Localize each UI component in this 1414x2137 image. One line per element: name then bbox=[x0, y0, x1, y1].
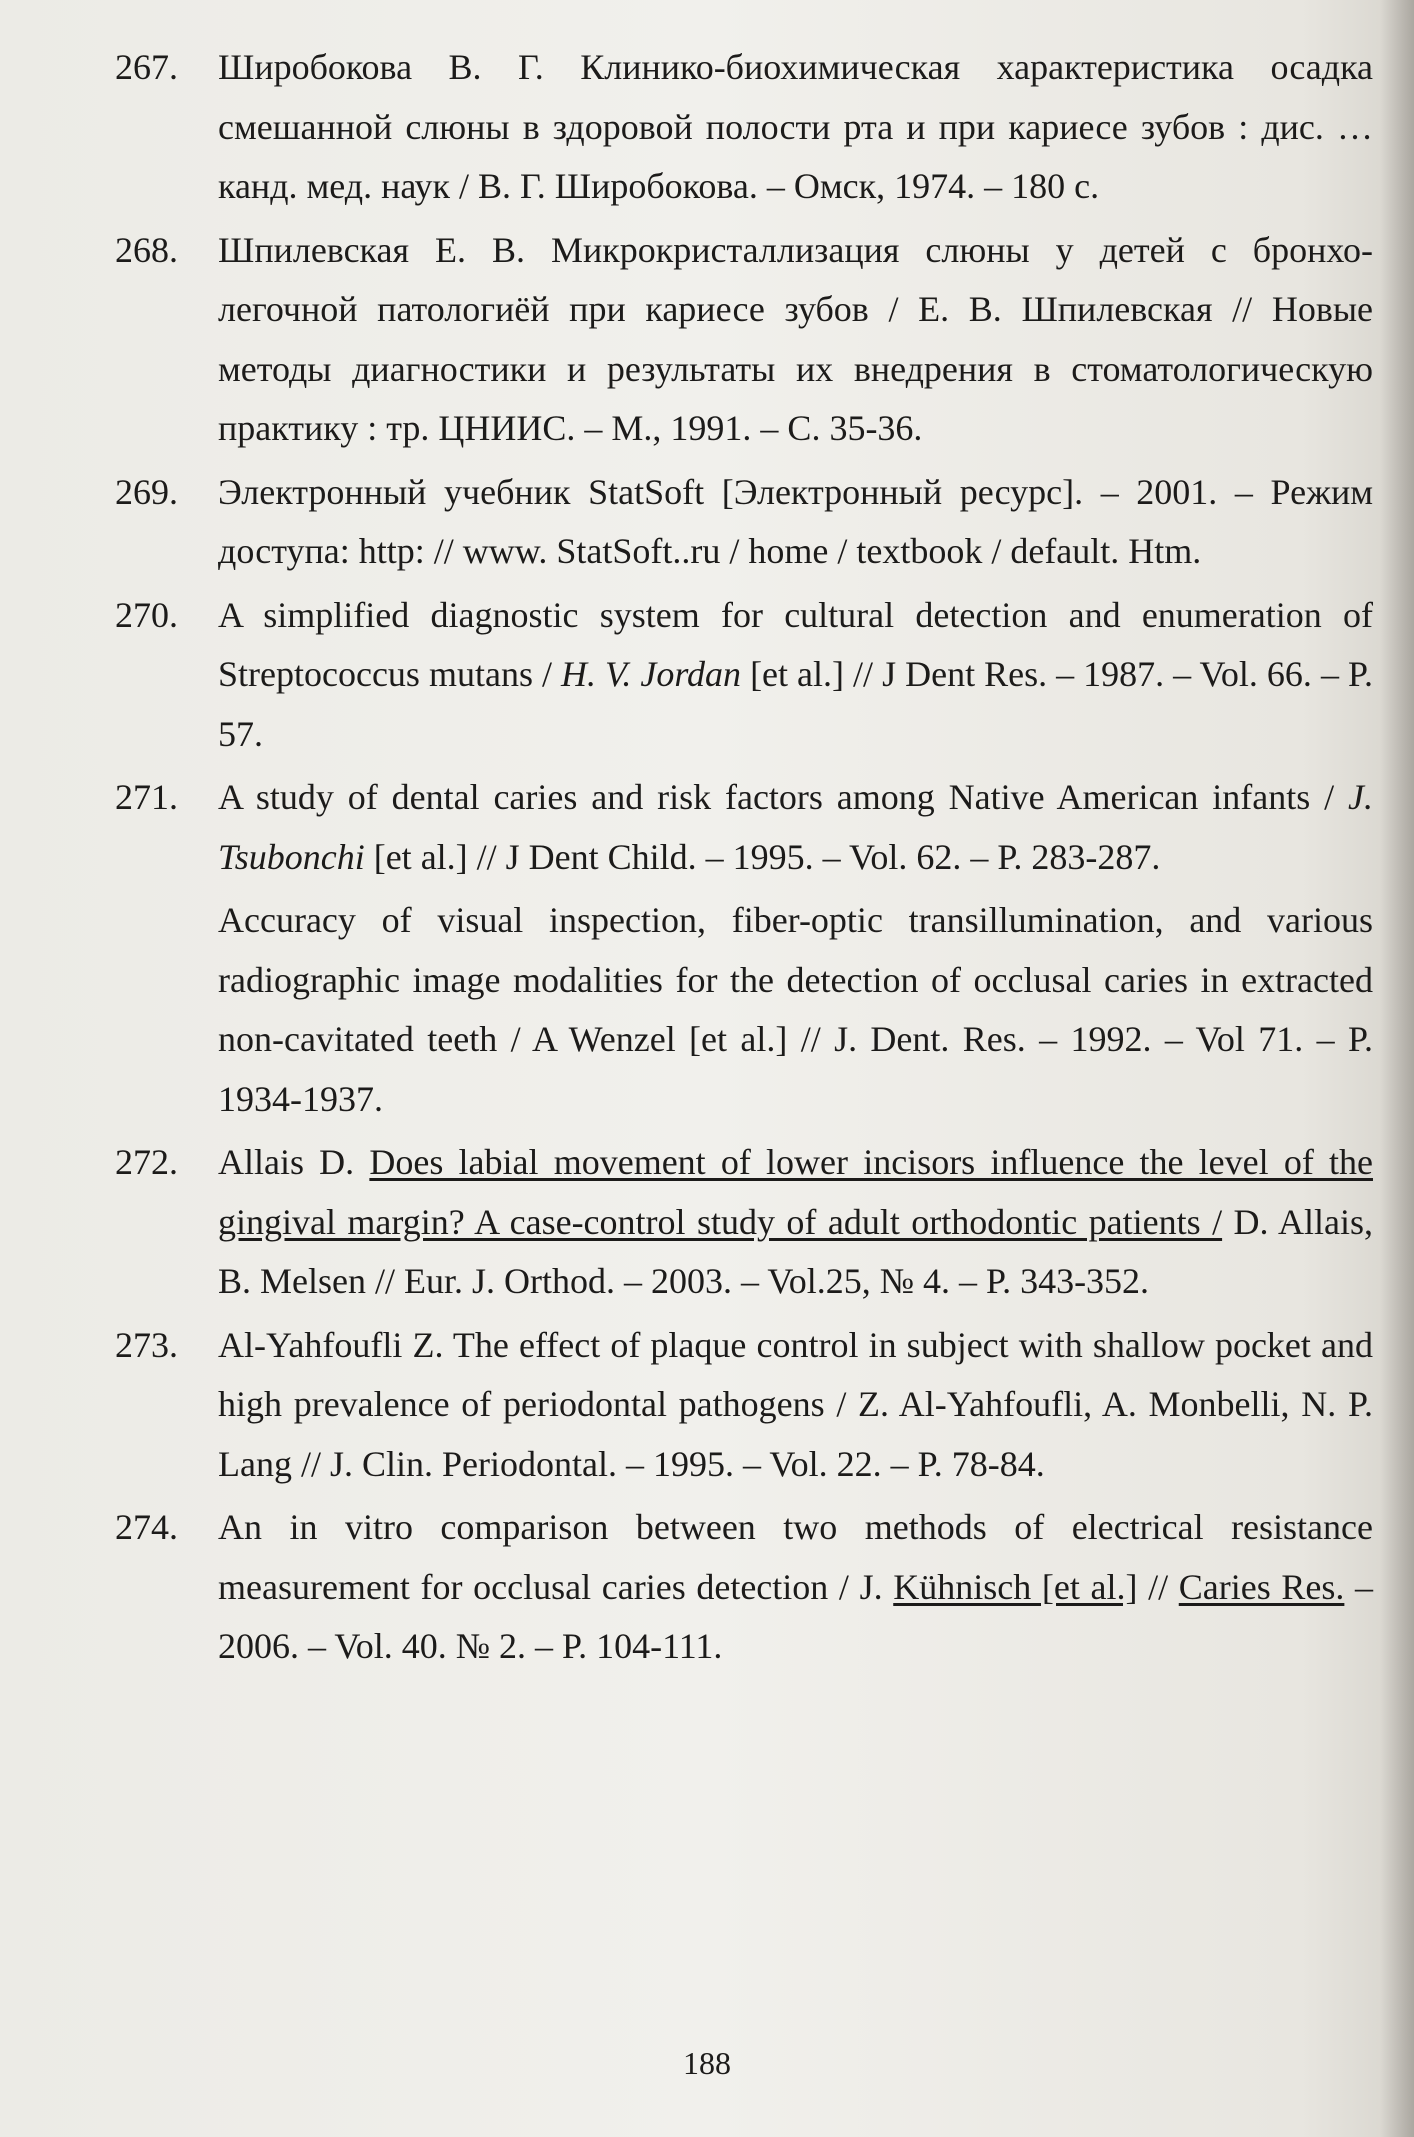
reference-text bbox=[218, 221, 1373, 459]
text-run: Al-Yahfoufli Z. The effect of plaque control in subject with shallow pocket and high prevalence of periodontal pathogens / Z. Al-Yahfoufli, A. Monbelli, N. P. Lang // J. Clin. Periodontal. – 1995. – Vol. 22. – P. 78-84. bbox=[218, 1324, 1373, 1484]
author-italic: J. Tsubonchi bbox=[218, 777, 1373, 877]
reference-entry-unnumbered bbox=[218, 891, 1373, 1129]
text-run: [et al.] // J Dent Res. – 1987. – Vol. 66. – P. 57. bbox=[218, 654, 1373, 754]
reference-entry bbox=[115, 221, 1373, 459]
reference-entry bbox=[115, 463, 1373, 582]
text-run: Шпилевская Е. В. Микрокристаллизация слюны у детей с бронхо-легочной патологиёй при кариесе зубов / Е. В. Шпилевская // Новые методы диагностики и результаты их внедрения в стоматологическую практику : тр. ЦНИИС. – М., 1991. – С. 35-36. bbox=[218, 229, 1373, 448]
text-run: [et al.] // J Dent Child. – 1995. – Vol. 62. – P. 283-287. bbox=[364, 836, 1161, 877]
text-run: A simplified diagnostic system for cultural detection and enumeration of Streptococcus mutans / bbox=[218, 594, 1373, 694]
text-run: Широбокова В. Г. Клинико-биохимическая характеристика осадка смешанной слюны в здоровой полости рта и при кариесе зубов : дис. … канд. мед. наук / В. Г. Широбокова. – Омск, 1974. – 180 с. bbox=[218, 47, 1373, 206]
reference-number: 267. bbox=[115, 47, 178, 87]
reference-number: 269. bbox=[115, 471, 178, 512]
reference-entry bbox=[115, 1316, 1373, 1495]
reference-entry bbox=[115, 1133, 1373, 1312]
text-run: – 2006. – Vol. 40. № 2. – P. 104-111. bbox=[218, 1566, 1374, 1666]
page-spine-shadow bbox=[1380, 0, 1414, 2137]
text-run: // bbox=[1137, 1566, 1179, 1607]
reference-number: 274. bbox=[115, 1507, 178, 1547]
reference-text bbox=[218, 1498, 1373, 1677]
reference-list bbox=[115, 38, 1373, 1681]
reference-entry bbox=[115, 768, 1373, 887]
reference-number: 271. bbox=[115, 777, 178, 817]
reference-text bbox=[218, 463, 1373, 582]
reference-entry bbox=[115, 1498, 1373, 1677]
underlined-text: Does labial movement of lower incisors influence the level of the gingival margin? A case-control study of adult orthodontic patients / bbox=[218, 1142, 1373, 1242]
reference-text bbox=[218, 586, 1373, 765]
reference-number: 268. bbox=[115, 229, 178, 270]
text-run: A study of dental caries and risk factors among Native American infants / bbox=[218, 777, 1349, 817]
text-run: Allais D. bbox=[218, 1142, 370, 1182]
reference-text bbox=[218, 768, 1373, 887]
reference-entry bbox=[115, 586, 1373, 765]
text-run: D. Allais, B. Melsen // Eur. J. Orthod. – 2003. – Vol.25, № 4. – P. 343-352. bbox=[218, 1201, 1373, 1301]
reference-entry bbox=[115, 38, 1373, 217]
reference-number: 270. bbox=[115, 594, 178, 635]
text-run: Accuracy of visual inspection, fiber-optic transillumination, and various radiographic image modalities for the detection of occlusal caries in extracted non-cavitated teeth / A Wenzel [et al.] // J. Dent. Res. – 1992. – Vol 71. – P. 1934-1937. bbox=[218, 900, 1373, 1119]
text-run: Электронный учебник StatSoft [Электронный ресурс]. – 2001. – Режим доступа: http: // www. StatSoft..ru / home / textbook / default. Htm. bbox=[218, 471, 1373, 571]
text-run: An in vitro comparison between two methods of electrical resistance measurement for occlusal caries detection / J. bbox=[218, 1507, 1373, 1607]
page-number: 188 bbox=[683, 2045, 731, 2081]
author-italic: H. V. Jordan bbox=[561, 654, 742, 694]
reference-number: 273. bbox=[115, 1324, 178, 1365]
reference-text bbox=[218, 1316, 1373, 1495]
reference-text bbox=[218, 1133, 1373, 1312]
underlined-text: Kühnisch [et al.] bbox=[893, 1566, 1138, 1607]
underlined-text: Caries Res. bbox=[1178, 1566, 1345, 1607]
reference-text bbox=[218, 38, 1373, 217]
reference-number: 272. bbox=[115, 1142, 178, 1182]
